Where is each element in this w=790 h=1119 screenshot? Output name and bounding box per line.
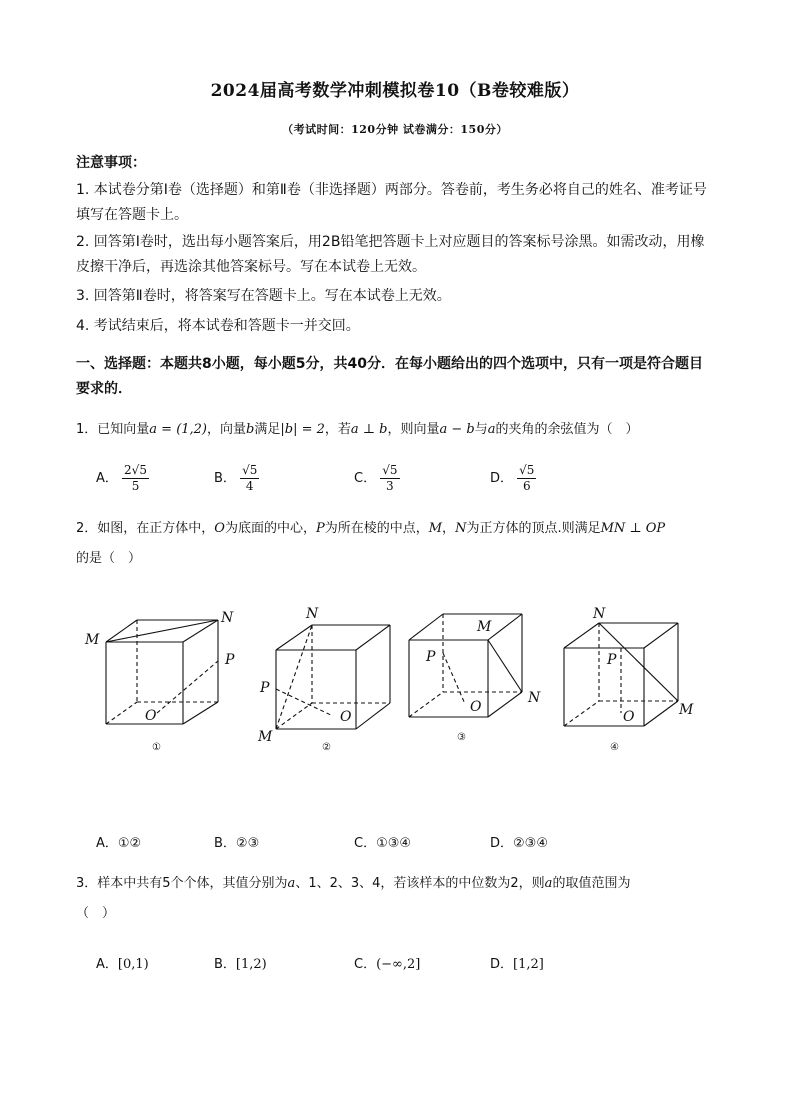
label-n: N [593, 606, 606, 622]
label-m: M [477, 619, 492, 635]
q1-vector-a: a = (1,2) [149, 422, 208, 437]
q1-text: 1．已知向量 [76, 422, 150, 437]
q2-text: ， [442, 521, 456, 536]
label-o: O [340, 709, 352, 725]
notice-item-1: 1. 本试卷分第Ⅰ卷（选择题）和第Ⅱ卷（非选择题）两部分。答卷前，考生务必将自己的姓名、准考证号填写在答题卡上。 [76, 182, 707, 223]
notice-heading: 注意事项： [76, 155, 146, 171]
section-heading-choice: 一、选择题：本题共8小题，每小题5分，共40分．在每小题给出的四个选项中，只有一项是符合题目要求的． [76, 356, 703, 397]
q3-text: 、1、2、3、4，若该样本的中位数为2，则 [295, 876, 545, 891]
q2-text: 为所在棱的中点， [324, 521, 429, 536]
cube-figures [70, 598, 730, 758]
notice-item-4: 4. 考试结束后，将本试卷和答题卡一并交回。 [76, 318, 360, 334]
q1-diff: a − b [439, 422, 475, 437]
q3-text: 的取值范围为 [552, 876, 631, 891]
figure-label-2: ② [322, 742, 331, 753]
cube-figure-3 [409, 614, 541, 743]
q2-option-d[interactable] [490, 832, 548, 851]
label-p: P [607, 652, 617, 668]
q3-option-c[interactable] [354, 953, 420, 972]
label-o: O [623, 709, 635, 725]
figure-label-1: ① [152, 742, 161, 753]
q1-text: ，则向量 [387, 422, 440, 437]
q2-text: 2．如图，在正方体中， [76, 521, 215, 536]
q1-condition: |b| = 2 [280, 422, 325, 437]
option-value: (−∞,2] [376, 957, 421, 972]
option-value: ①② [117, 836, 142, 851]
option-label: D． [490, 836, 514, 851]
option-fraction: $\frac{√5}{6}$ [519, 463, 535, 493]
question-3 [76, 873, 716, 895]
figure-label-3: ③ [457, 732, 466, 743]
label-n: N [528, 690, 541, 706]
label-o: O [470, 699, 482, 715]
q2-text: 为底面的中心， [224, 521, 316, 536]
q2-text: 为正方体的顶点.则满足 [466, 521, 601, 536]
cube-figure-2 [257, 606, 390, 753]
option-label: B． [214, 836, 236, 851]
option-fraction: $\frac{2√5}{5}$ [124, 463, 147, 493]
option-label: C． [354, 471, 377, 486]
q2-point-n: N [455, 521, 467, 536]
option-value: [1,2) [235, 957, 267, 972]
option-value: ①③④ [376, 836, 412, 851]
q2-point-m: M [428, 521, 443, 536]
label-n: N [306, 606, 319, 622]
question-2 [76, 518, 716, 540]
q1-option-d[interactable] [490, 463, 536, 494]
notice-item-3: 3. 回答第Ⅱ卷时，将答案写在答题卡上。写在本试卷上无效。 [76, 288, 451, 304]
q2-option-b[interactable] [214, 832, 259, 851]
option-label: A． [96, 957, 118, 972]
label-o: O [145, 708, 157, 724]
question-3-line2: （ ） [76, 906, 116, 921]
q2-point-o: O [214, 521, 225, 536]
q1-text: ，向量 [207, 422, 247, 437]
q1-text: ，若 [324, 422, 351, 437]
q1-option-b[interactable] [214, 463, 259, 494]
option-label: D． [490, 471, 514, 486]
q2-point-p: P [315, 521, 325, 536]
option-label: B． [214, 471, 236, 486]
option-value: [1,2] [513, 957, 544, 972]
q1-perp: a ⊥ b [350, 422, 388, 437]
q1-text: 与 [474, 422, 488, 437]
q2-option-c[interactable] [354, 832, 411, 851]
q3-text: 3．样本中共有5个个体，其值分别为 [76, 876, 288, 891]
option-label: D． [490, 957, 514, 972]
option-fraction: $\frac{√5}{3}$ [382, 463, 398, 493]
q2-option-a[interactable] [96, 832, 141, 851]
q3-option-a[interactable] [96, 953, 149, 972]
question-2-line2: 的是（ ） [76, 551, 142, 566]
option-label: B． [214, 957, 236, 972]
q2-condition: MN ⊥ OP [600, 521, 666, 536]
label-m: M [85, 632, 100, 648]
option-value: [0,1) [117, 957, 149, 972]
notice-item-2: 2. 回答第Ⅰ卷时，选出每小题答案后，用2B铅笔把答题卡上对应题目的答案标号涂黑。如需改动，用橡皮擦干净后，再选涂其他答案标号。写在本试卷上无效。 [76, 234, 705, 275]
option-fraction: $\frac{√5}{4}$ [242, 463, 258, 493]
option-label: C． [354, 836, 377, 851]
exam-subtitle: （考试时间：120分钟 试卷满分：150分） [282, 123, 508, 136]
label-m: M [679, 702, 694, 718]
q1-text: 满足 [254, 422, 281, 437]
option-label: A． [96, 836, 118, 851]
figure-label-4: ④ [610, 742, 619, 753]
label-p: P [225, 652, 235, 668]
option-label: A． [96, 471, 118, 486]
q1-option-c[interactable] [354, 463, 400, 494]
q1-text: 的夹角的余弦值为（ ） [495, 422, 639, 437]
q1-vector-b: b [246, 422, 255, 437]
option-value: ②③ [235, 836, 260, 851]
question-1 [76, 419, 716, 441]
q3-option-b[interactable] [214, 953, 267, 972]
label-p: P [260, 680, 270, 696]
label-p: P [426, 649, 436, 665]
q3-variable-a: a [287, 876, 296, 891]
cube-figure-4 [564, 606, 694, 753]
q1-vector-a: a [487, 422, 496, 437]
label-n: N [221, 610, 234, 626]
q3-variable-a: a [544, 876, 553, 891]
label-m: M [258, 729, 273, 745]
option-value: ②③④ [513, 836, 548, 851]
q1-option-a[interactable] [96, 463, 149, 494]
q3-option-d[interactable] [490, 953, 544, 972]
exam-title: 2024届高考数学冲刺模拟卷10（B卷较难版） [210, 81, 580, 101]
cube-figure-1 [84, 610, 235, 753]
option-label: C． [354, 957, 377, 972]
